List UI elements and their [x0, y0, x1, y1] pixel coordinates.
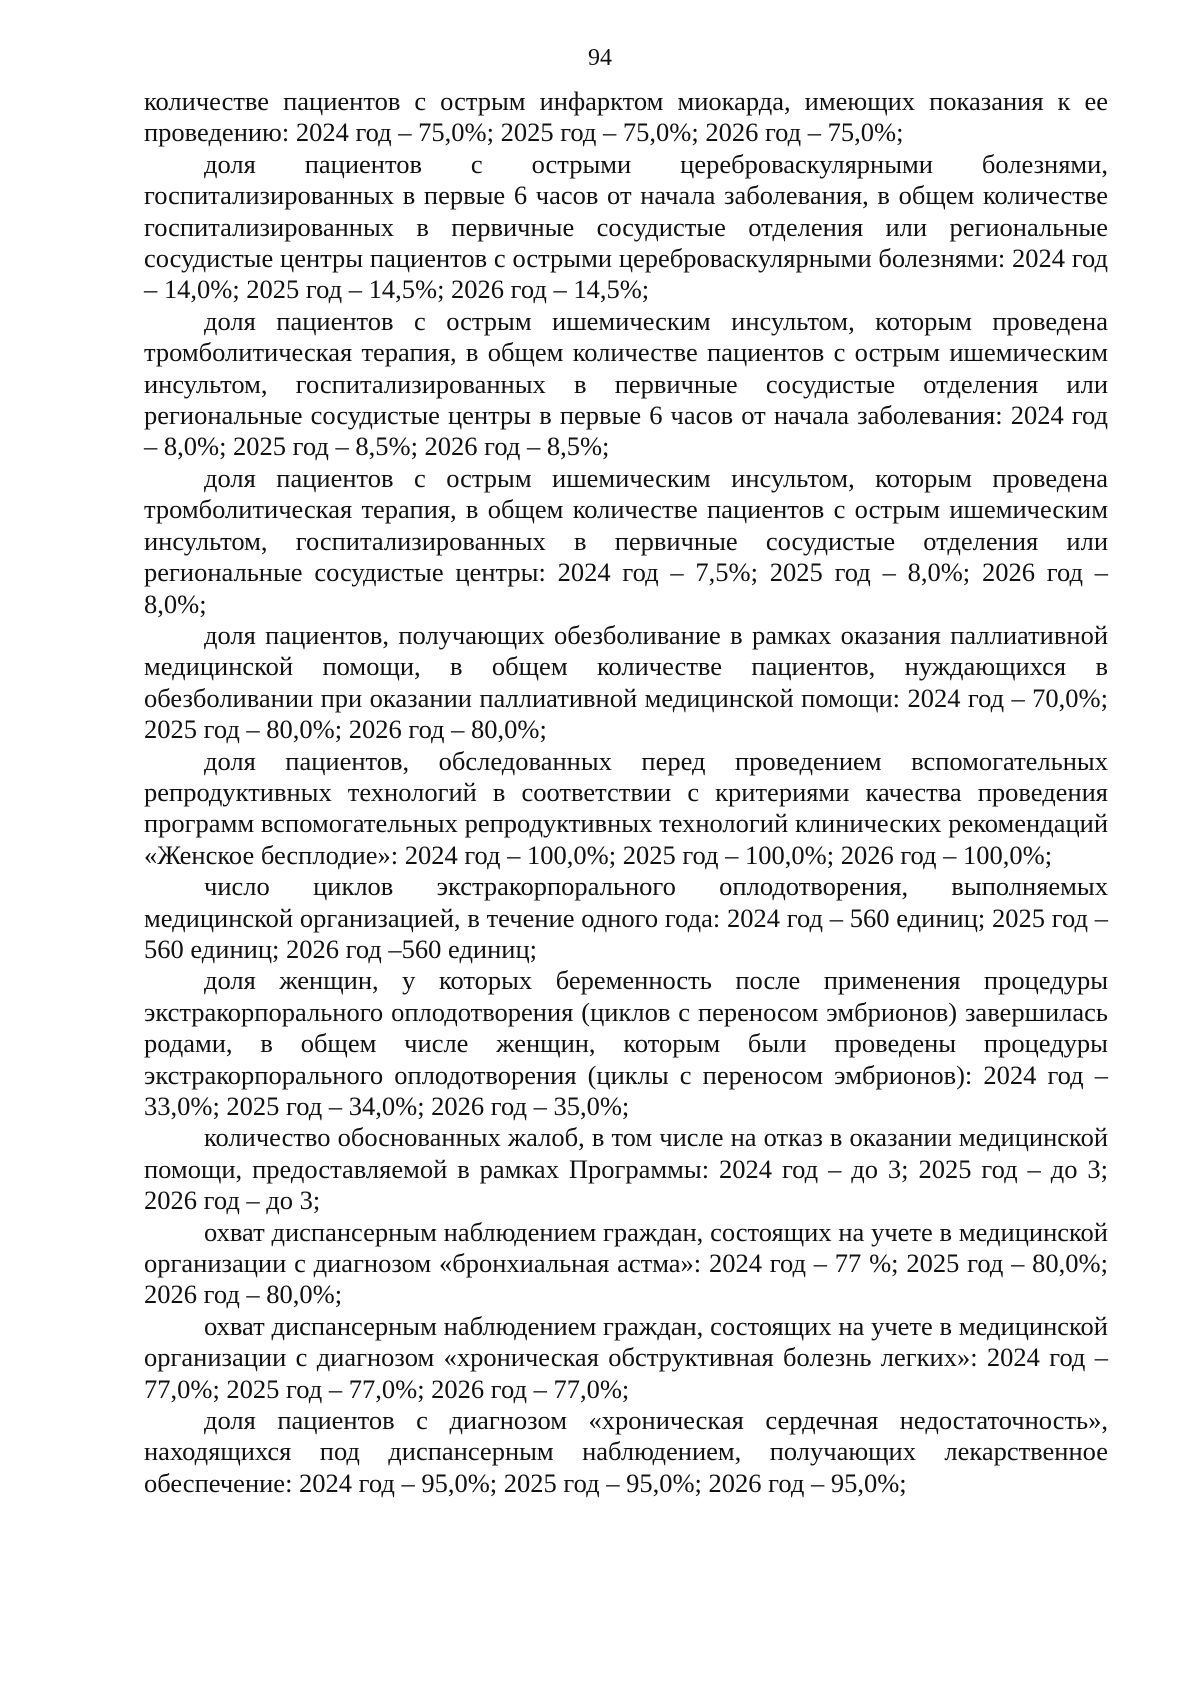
paragraph: охват диспансерным наблюдением граждан, состоящих на учете в медицинской организации с диагнозом «бронхиальная астма»: 2024 год – 77 %; 2025 год – 80,0%; 2026 год – 80,0%;: [144, 1216, 1108, 1310]
paragraph: число циклов экстракорпорального оплодотворения, выполняемых медицинской организацией, в течение одного года: 2024 год – 560 единиц; 2025 год – 560 единиц; 2026 год –560 единиц;: [144, 871, 1108, 964]
paragraph: охват диспансерным наблюдением граждан, состоящих на учете в медицинской организации с диагнозом «хроническая обструктивная болезнь легких»: 2024 год – 77,0%; 2025 год – 77,0%; 2026 год – 77,0%;: [144, 1310, 1108, 1404]
paragraph-continued: количестве пациентов с острым инфарктом миокарда, имеющих показания к ее проведению: 2024 год – 75,0%; 2025 год – 75,0%; 2026 год – 75,0%;: [144, 86, 1108, 148]
paragraph: доля пациентов с диагнозом «хроническая сердечная недостаточность», находящихся под диспансерным наблюдением, получающих лекарственное обеспечение: 2024 год – 95,0%; 2025 год – 95,0%; 2026 год – 95,0%;: [144, 1405, 1108, 1498]
paragraph: доля женщин, у которых беременность после применения процедуры экстракорпорального оплодотворения (циклов с переносом эмбрионов) завершилась родами, в общем числе женщин, которым были проведены процедуры экстракорпорального оплодотворения (циклы с переносом эмбрионов): 2024 год – 33,0%; 2025 год – 34,0%; 2026 год – 35,0%;: [144, 965, 1108, 1121]
page-number: 94: [588, 45, 612, 71]
paragraph: доля пациентов, обследованных перед проведением вспомогательных репродуктивных технологий в соответствии с критериями качества проведения программ вспомогательных репродуктивных технологий клинических рекомендаций «Женское бесплодие»: 2024 год – 100,0%; 2025 год – 100,0%; 2026 год – 100,0%;: [144, 745, 1108, 870]
paragraph: количество обоснованных жалоб, в том числе на отказ в оказании медицинской помощи, предоставляемой в рамках Программы: 2024 год – до 3; 2025 год – до 3; 2026 год – до 3;: [144, 1122, 1108, 1216]
paragraph: доля пациентов с острым ишемическим инсультом, которым проведена тромболитическая терапия, в общем количестве пациентов с острым ишемическим инсультом, госпитализированных в первичные сосудистые отделения или региональные сосудистые центры в первые 6 часов от начала заболевания: 2024 год – 8,0%; 2025 год – 8,5%; 2026 год – 8,5%;: [144, 305, 1108, 462]
paragraph: доля пациентов с острым ишемическим инсультом, которым проведена тромболитическая терапия, в общем количестве пациентов с острым ишемическим инсультом, госпитализированных в первичные сосудистые отделения или региональные сосудистые центры: 2024 год – 7,5%; 2025 год – 8,0%; 2026 год – 8,0%;: [144, 462, 1108, 619]
paragraph: доля пациентов с острыми цереброваскулярными болезнями, госпитализированных в первые 6 часов от начала заболевания, в общем количестве госпитализированных в первичные сосудистые отделения или региональные сосудистые центры пациентов с острыми цереброваскулярными болезнями: 2024 год – 14,0%; 2025 год – 14,5%; 2026 год – 14,5%;: [144, 148, 1108, 305]
paragraph: доля пациентов, получающих обезболивание в рамках оказания паллиативной медицинской помощи, в общем количестве пациентов, нуждающихся в обезболивании при оказании паллиативной медицинской помощи: 2024 год – 70,0%; 2025 год – 80,0%; 2026 год – 80,0%;: [144, 619, 1108, 745]
document-body: [144, 86, 1108, 1499]
